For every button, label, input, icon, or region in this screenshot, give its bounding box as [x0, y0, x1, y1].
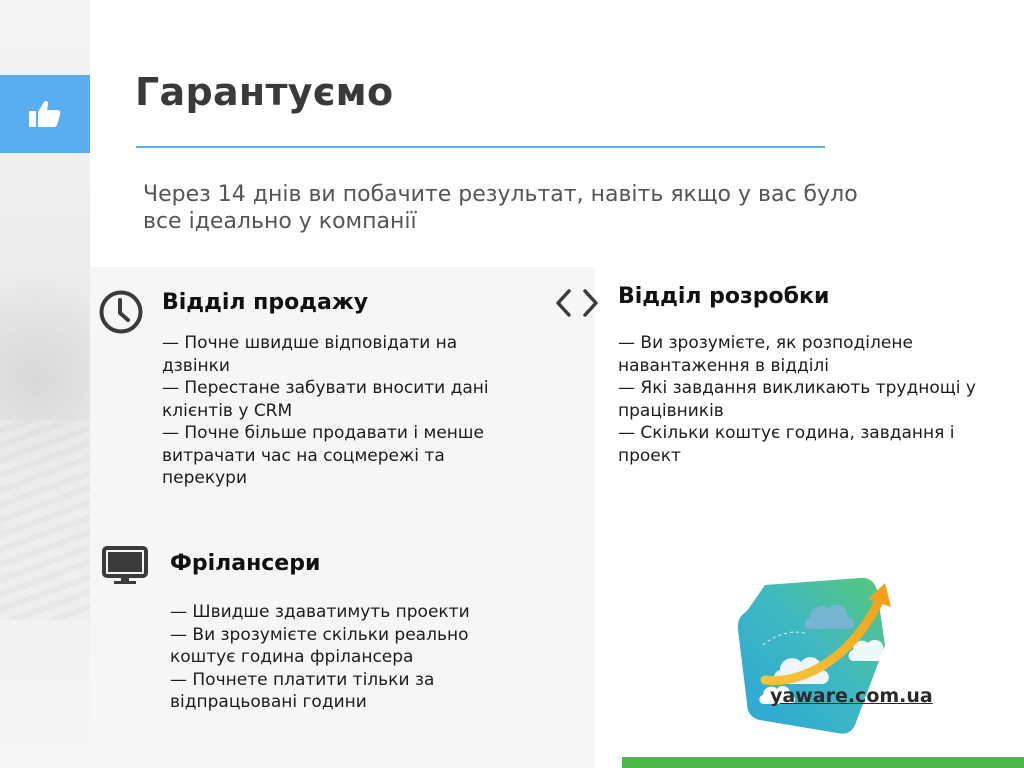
- yaware-logo-text[interactable]: yaware.com.ua: [770, 685, 933, 707]
- list-item: — Ви зрозумієте, як розподілене навантаження в відділі: [618, 333, 913, 376]
- code-icon: [554, 286, 600, 320]
- sales-benefits-list: [162, 332, 507, 490]
- dev-section-title: Відділ розробки: [618, 284, 830, 309]
- list-item: — Швидше здаватимуть проекти: [170, 602, 470, 622]
- thumbs-up-tab: [0, 75, 90, 153]
- thumbs-up-icon: [28, 99, 62, 129]
- page-subtitle: Через 14 днів ви побачите результат, навіть якщо у вас було все ідеально у компанії: [143, 182, 858, 234]
- list-item: — Перестане забувати вносити дані клієнтів у CRM: [162, 378, 489, 421]
- freelancers-section-title: Фрілансери: [170, 551, 321, 576]
- green-accent-bar: [622, 757, 1024, 768]
- list-item: — Скільки коштує година, завдання і проект: [618, 423, 955, 466]
- list-item: — Ви зрозумієте скільки реально коштує година фрілансера: [170, 624, 469, 667]
- monitor-icon: [102, 546, 148, 586]
- dev-benefits-list: [618, 332, 978, 467]
- freelancers-benefits-list: [170, 601, 500, 714]
- list-item: — Почнете платити тільки за відпрацьовані години: [170, 669, 435, 712]
- yaware-logo-graphic: [735, 575, 925, 735]
- background-photo-keyboard: [0, 420, 90, 620]
- list-item: — Які завдання викликають труднощі у працівників: [618, 378, 976, 421]
- sales-section-title: Відділ продажу: [162, 290, 369, 315]
- clock-icon: [98, 289, 144, 335]
- title-divider: [136, 146, 825, 148]
- list-item: — Почне більше продавати і менше витрачати час на соцмережі та перекури: [162, 423, 484, 488]
- page-title: Гарантуємо: [135, 70, 394, 114]
- list-item: — Почне швидше відповідати на дзвінки: [162, 333, 458, 376]
